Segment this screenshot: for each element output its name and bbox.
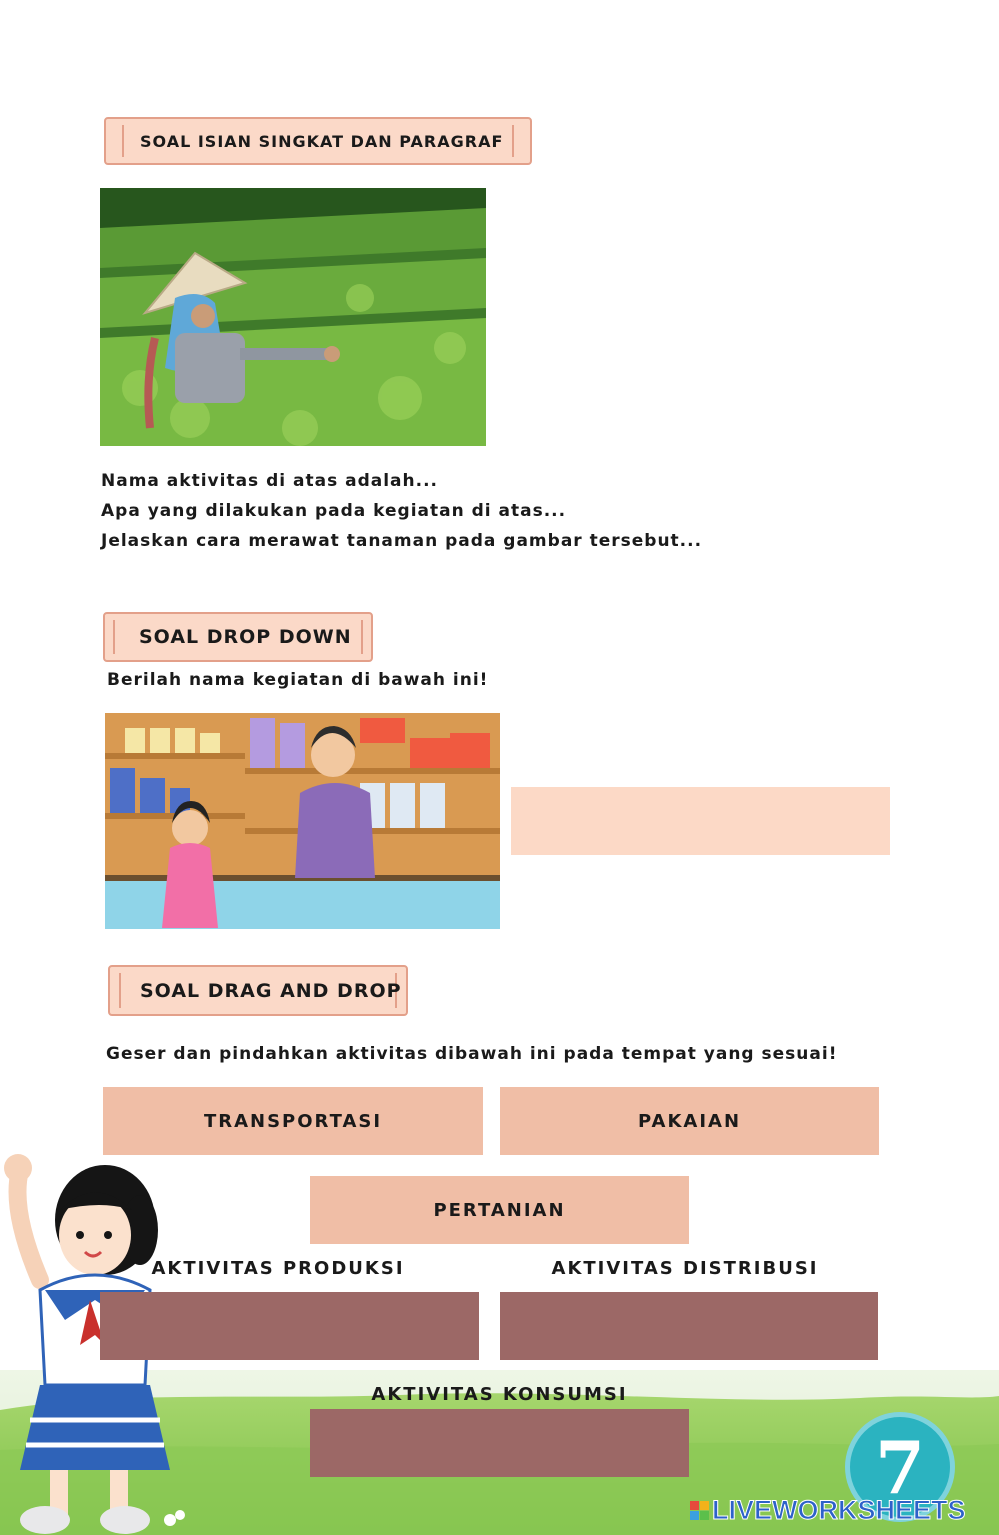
liveworksheets-logo[interactable] [690, 1495, 966, 1526]
section-title: SOAL DRAG AND DROP [140, 979, 402, 1002]
drag-item-transportasi[interactable]: TRANSPORTASI [103, 1087, 483, 1155]
tea-picking-image [100, 188, 486, 446]
drop-label-konsumsi: AKTIVITAS KONSUMSI [371, 1384, 628, 1405]
section-title: SOAL ISIAN SINGKAT DAN PARAGRAF [140, 131, 504, 151]
question-3: Jelaskan cara merawat tanaman pada gambar tersebut... [101, 531, 703, 551]
section-banner-drop-down [103, 612, 373, 662]
drop-zone-konsumsi[interactable] [310, 1409, 689, 1477]
section-title: SOAL DROP DOWN [139, 626, 352, 648]
brand-name: LIVEWORKSHEETS [712, 1495, 966, 1525]
dropdown-answer-box[interactable] [511, 787, 890, 855]
drag-item-pertanian[interactable]: PERTANIAN [310, 1176, 689, 1244]
section-banner-drag-and-drop [108, 965, 408, 1016]
drag-drop-instruction: Geser dan pindahkan aktivitas dibawah ini pada tempat yang sesuai! [106, 1044, 838, 1064]
drop-label-produksi: AKTIVITAS PRODUKSI [151, 1258, 405, 1279]
question-1: Nama aktivitas di atas adalah... [101, 471, 438, 491]
grade-number: 7 [874, 1424, 926, 1510]
dropdown-instruction: Berilah nama kegiatan di bawah ini! [107, 670, 489, 690]
shop-illustration-image [105, 713, 500, 929]
drop-zone-distribusi[interactable] [500, 1292, 878, 1360]
drag-item-pakaian[interactable]: PAKAIAN [500, 1087, 879, 1155]
brand-icon [690, 1501, 709, 1520]
section-banner-short-answer [104, 117, 532, 165]
question-2: Apa yang dilakukan pada kegiatan di atas... [101, 501, 567, 521]
drop-label-distribusi: AKTIVITAS DISTRIBUSI [551, 1258, 819, 1279]
drop-zone-produksi[interactable] [100, 1292, 479, 1360]
